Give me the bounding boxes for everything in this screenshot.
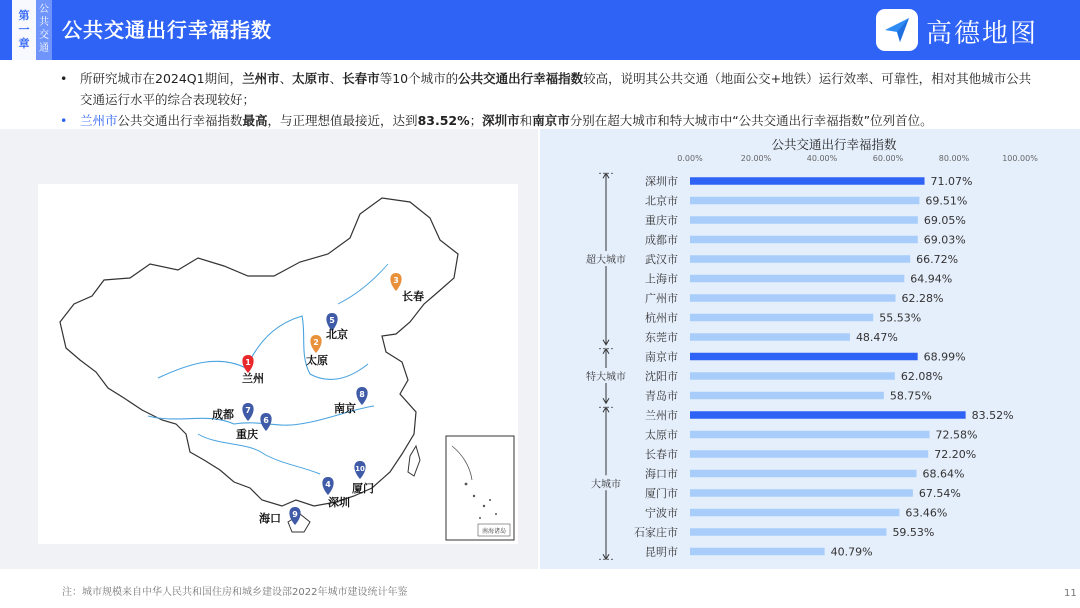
china-map [38,184,518,544]
category-label: 广州市 [645,292,678,305]
marker-number: 1 [245,358,251,367]
logo-badge [876,9,918,51]
category-label: 石家庄市 [634,526,678,539]
bar [690,255,910,263]
marker-number: 2 [313,338,319,347]
marker-city-label: 深圳 [328,496,350,509]
marker-city-label: 长春 [402,290,424,303]
category-label: 上海市 [645,272,678,286]
bullet-segment: 兰州市 [242,71,280,86]
bar [690,294,896,302]
marker-city-label: 南京 [334,402,356,415]
marker-number: 10 [355,465,365,473]
value-label: 55.53% [879,311,922,325]
value-label: 69.51% [925,194,968,208]
value-label: 66.72% [916,253,959,266]
page-title: 公共交通出行幸福指数 [62,18,272,42]
chapter-char: 一 [18,23,30,36]
category-label: 北京市 [645,194,678,208]
x-tick-label: 100.00% [1002,154,1038,163]
marker-number: 5 [329,316,335,325]
marker-city-label: 重庆 [236,428,258,441]
x-tick-label: 20.00% [740,154,772,163]
marker-city-label: 北京 [326,328,348,341]
group-bracket [584,407,628,559]
logo-text: 高德地图 [926,19,1039,49]
value-label: 83.52% [971,409,1014,422]
bar [690,197,919,205]
value-label: 67.54% [918,487,961,500]
marker-city-label: 兰州 [242,372,264,385]
bullet-segment: 长春市 [342,71,380,86]
x-tick-label: 0.00% [677,154,703,163]
bullet-segment: 较高，说明其公共交通（地面公交+地铁）运行效率、可靠性，相对其他城市公共交通运行水平的综合表现较好； [80,71,1032,107]
map-canvas [38,184,518,544]
map-panel [0,129,538,569]
bullet-text [80,71,1031,107]
group-bracket [584,173,628,345]
china-outline [60,198,458,506]
bullet-segment: 等10个城市的 [379,71,459,86]
map-marker [259,507,301,525]
bar [690,509,899,517]
marker-number: 4 [325,480,331,489]
bullet-segment: ，与正理想值最接近，达到 [267,113,418,128]
bar [690,216,918,224]
section-tag [36,0,52,60]
x-tick-label: 40.00% [806,154,838,163]
bullet-segment: 最高 [242,113,268,128]
category-label: 深圳市 [645,175,678,188]
chapter-tag [12,0,36,60]
bullet-segment: 、 [329,71,343,86]
marker-number: 9 [292,510,298,519]
bar [690,431,930,439]
south-china-sea-inset [446,436,514,540]
category-label: 重庆市 [645,214,678,227]
section-char: 交 [39,30,49,41]
value-label: 69.05% [923,214,966,227]
marker-number: 6 [263,416,269,425]
bar-chart [540,129,1080,569]
bullet-segment: 83.52% [417,113,470,128]
bullet-segment: 太原市 [292,71,330,86]
bullet-segment: 和 [519,113,533,128]
chapter-char: 章 [18,37,30,50]
bullet-segment: 深圳市 [482,113,520,128]
value-label: 71.07% [930,175,973,188]
group-label: 特大城市 [586,372,626,383]
category-label: 昆明市 [645,545,678,559]
summary-bullets [58,68,1043,131]
value-label: 63.46% [905,506,948,520]
bullet-segment: 兰州市 [80,113,118,128]
category-label: 武汉市 [645,253,678,266]
bullet-segment: 所研究城市在2024Q1期间， [80,71,243,86]
section-char: 通 [39,43,49,54]
value-label: 68.64% [922,467,965,481]
group-label: 超大城市 [586,255,626,266]
group-bracket [584,349,628,404]
bar [690,411,966,419]
category-label: 海口市 [645,467,678,481]
value-label: 68.99% [923,350,966,364]
category-label: 南京市 [645,350,678,364]
chart-title: 公共交通出行幸福指数 [771,137,897,152]
marker-number: 7 [245,406,251,415]
bar [690,353,918,361]
group-label: 大城市 [591,479,621,491]
value-label: 62.08% [900,370,943,383]
marker-city-label: 成都 [212,408,234,421]
bullet-segment: 公共交通出行幸福指数 [117,113,243,128]
value-label: 59.53% [892,526,935,539]
header-bar [0,0,1080,60]
value-label: 62.28% [901,292,944,305]
value-label: 48.47% [855,331,898,344]
marker-number: 8 [359,390,365,399]
bar [690,392,884,400]
category-label: 成都市 [645,233,678,247]
category-label: 长春市 [645,448,678,461]
bar [690,275,904,283]
bullet-segment: 分别在超大城市和特大城市中“公共交通出行幸福指数”位列首位。 [569,113,933,128]
bullet-segment: 公共交通出行幸福指数 [458,71,584,86]
category-label: 杭州市 [645,311,678,325]
marker-city-label: 太原 [306,354,328,367]
bar [690,528,886,536]
value-label: 69.03% [923,233,966,247]
inset-label: 南海诸岛 [481,528,507,535]
bullet-text [80,113,933,128]
value-label: 64.94% [910,272,953,286]
bullet-segment: 、 [279,71,293,86]
value-label: 58.75% [889,389,932,403]
category-label: 青岛市 [645,389,678,403]
category-label: 太原市 [645,428,678,442]
section-char: 共 [39,17,49,28]
value-label: 72.20% [934,448,977,461]
bar [690,489,913,497]
bullet-item: • 兰州市公共交通出行幸福指数最高，与正理想值最接近，达到83.52%；深圳市和南京市分别在超大城市和特大城市中“公共交通出行幸福指数”位列首位。 [60,113,933,128]
bar [690,548,825,556]
bar [690,372,895,380]
navigation-arrow-icon [876,9,918,51]
marker-number: 3 [393,276,399,285]
marker-city-label: 厦门 [352,482,374,495]
value-label: 40.79% [830,545,873,559]
bullet-segment: ； [469,113,483,128]
amap-logo [876,9,1066,51]
category-label: 宁波市 [645,506,678,520]
category-label: 兰州市 [645,409,678,422]
category-label: 厦门市 [645,487,678,500]
marker-city-label: 海口 [259,512,281,525]
footnote: 注：城市规模来自中华人民共和国住房和城乡建设部2022年城市建设统计年鉴 [62,587,408,598]
bar [690,333,850,341]
category-label: 东莞市 [645,331,678,344]
bar [690,236,918,244]
bar [690,450,928,458]
section-char: 公 [39,4,49,15]
bar [690,470,917,478]
x-tick-label: 60.00% [872,154,904,163]
bullet-item: • 所研究城市在2024Q1期间，兰州市、太原市、长春市等10个城市的公共交通出行幸福指数较高，说明其公共交通（地面公交+地铁）运行效率、可靠性，相对其他城市公共交通运行水平的综合表现较好； [60,71,1032,107]
category-label: 沈阳市 [645,370,678,383]
bar [690,314,873,322]
x-tick-label: 80.00% [938,154,970,163]
chapter-char: 第 [18,9,30,22]
page-number: 11 [1064,588,1077,599]
bar [690,177,925,185]
bullet-segment: 南京市 [532,113,570,128]
value-label: 72.58% [935,428,978,442]
chart-panel [540,129,1080,569]
